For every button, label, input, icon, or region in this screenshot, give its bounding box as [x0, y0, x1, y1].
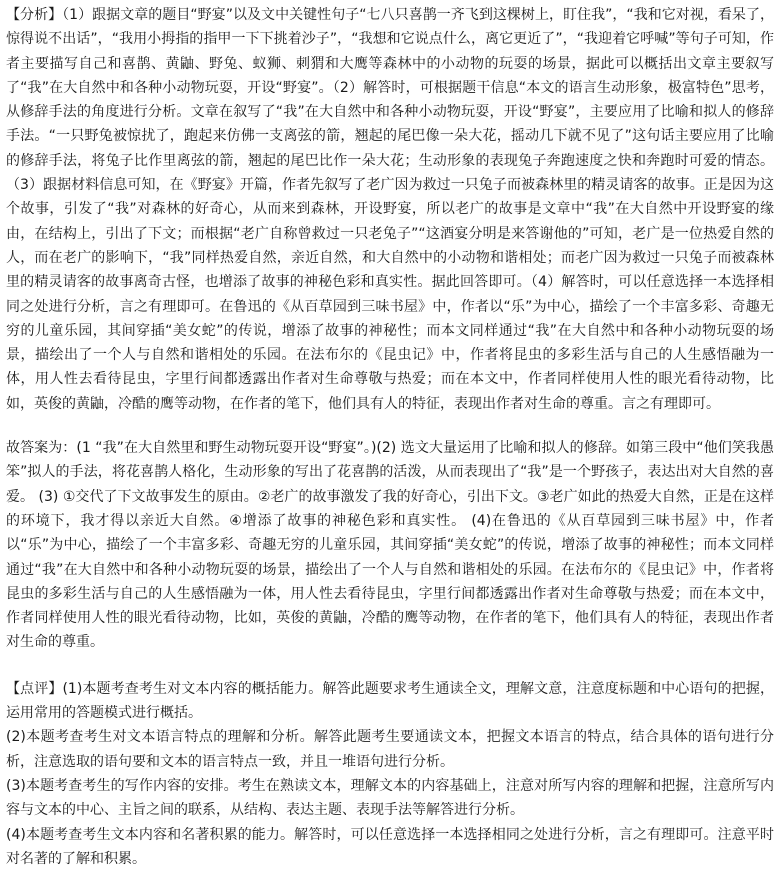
answer-paragraph: 故答案为：(1 “我”在大自然里和野生动物玩耍开设“野宴”。)(2) 选文大量运用了比喻和拟人的修辞。如第三段中“他们笑我愚笨”拟人的手法，将花喜鹊人格化，生动形象的写出了花喜鹊的活泼，从而表现出了“我”是一个野孩子，表达出对大自然的喜爱。 (3) ①交代了下文故事发生的原由。②老广的故事激发了我的好奇心，引出下文。③老广如此的热爱大自然，正是在这样的环境下，我才得以亲近大自然。④增添了故事的神秘色彩和真实性。 (4)在鲁迅的《从百草园到三味书屋》中，作者以“乐”为中心，描绘了一个丰富多彩、奇趣无穷的儿童乐园，其间穿插“美女蛇”的传说，增添了故事的神秘性；而本文同样通过“我”在大自然中和各种小动物玩耍的场景，描绘出了一个人与自然和谐相处的乐园。在法布尔的《昆虫记》中，作者将昆虫的多彩生活与自己的人生感悟融为一体，用人性去看待昆虫，字里行间都透露出作者对生命尊敬与热爱；而在本文中，作者同样使用人性的眼光看待动物，比如，英俊的黄鼬，冷酷的鹰等动物，在作者的笔下，他们具有人的特征，表现出作者对生命的尊重。 [6, 436, 774, 655]
comment-line: 【点评】(1)本题考查考生对文本内容的概括能力。解答此题要求考生通读全文，理解文意，注意度标题和中心语句的把握，运用常用的答题模式进行概括。 [6, 677, 774, 726]
comment-line: (2)本题考查考生对文本语言特点的理解和分析。解答此题考生要通读文本，把握文本语言的特点，结合具体的语句进行分析，注意选取的语句要和文本的语言特点一致，并且一堆语句进行分析。 [6, 725, 774, 774]
comment-line: (3)本题考查考生的写作内容的安排。考生在熟读文本，理解文本的内容基础上，注意对所写内容的理解和把握，注意所写内容与文本的中心、主旨之间的联系，从结构、表达主题、表现手法等解答进行分析。 [6, 774, 774, 823]
analysis-paragraph: 【分析】（1）跟据文章的题目“野宴”以及文中关键性句子“七八只喜鹊一齐飞到这棵树上，盯住我”，“我和它对视，看呆了，惊得说不出话”，“我用小拇指的指甲一下下挑着沙子”，“我想和它说点什么，离它更近了”，“我迎着它呼喊”等句子可知，作者主要描写自己和喜鹊、黄鼬、野兔、蚁狮、刺猬和大鹰等森林中的小动物的玩耍的场景，据此可以概括出文章主要叙写了“我”在大自然中和各种小动物玩耍，开设“野宴”。（2）解答时，可根据题干信息“本文的语言生动形象，极富特色”思考，从修辞手法的角度进行分析。文章在叙写了“我”在大自然中和各种小动物玩耍，开设“野宴”，主要应用了比喻和拟人的修辞手法。“一只野兔被惊扰了，跑起来仿佛一支离弦的箭，翘起的尾巴像一朵大花，摇动几下就不见了”这句话主要应用了比喻的修辞手法，将兔子比作里离弦的箭，翘起的尾巴比作一朵大花；生动形象的表现兔子奔跑速度之快和奔跑时可爱的情态。（3）跟据材料信息可知，在《野宴》开篇，作者先叙写了老广因为救过一只兔子而被森林里的精灵请客的故事。正是因为这个故事，引发了“我”对森林的好奇心，从而来到森林，开设野宴，所以老广的故事是文章中“我”在大自然中开设野宴的缘由，在结构上，引出了下文；而根据“老广自称曾救过一只老兔子”“这酒宴分明是来答谢他的”可知，老广是一位热爱自然的人，而在老广的影响下，“我”同样热爱自然，亲近自然，和大自然中的小动物和谐相处；而老广因为救过一只兔子而被森林里的精灵请客的故事离奇古怪，也增添了故事的神秘色彩和真实性。据此回答即可。（4）解答时，可以任意选择一本选择相同之处进行分析，言之有理即可。在鲁迅的《从百草园到三味书屋》中，作者以“乐”为中心，描绘了一个丰富多彩、奇趣无穷的儿童乐园，其间穿插“美女蛇”的传说，增添了故事的神秘性；而本文同样通过“我”在大自然中和各种小动物玩耍的场景，描绘出了一个人与自然和谐相处的乐园。在法布尔的《昆虫记》中，作者将昆虫的多彩生活与自己的人生感悟融为一体，用人性去看待昆虫，字里行间都透露出作者对生命尊敬与热爱；而在本文中，作者同样使用人性的眼光看待动物，比如，英俊的黄鼬，冷酷的鹰等动物，在作者的笔下，他们具有人的特征，表现出作者对生命的尊重。言之有理即可。 [6, 3, 774, 416]
comment-line: (4)本题考查考生文本内容和名著积累的能力。解答时，可以任意选择一本选择相同之处进行分析，言之有理即可。注意平时对名著的了解和积累。 [6, 823, 774, 871]
comment-section [6, 677, 774, 871]
